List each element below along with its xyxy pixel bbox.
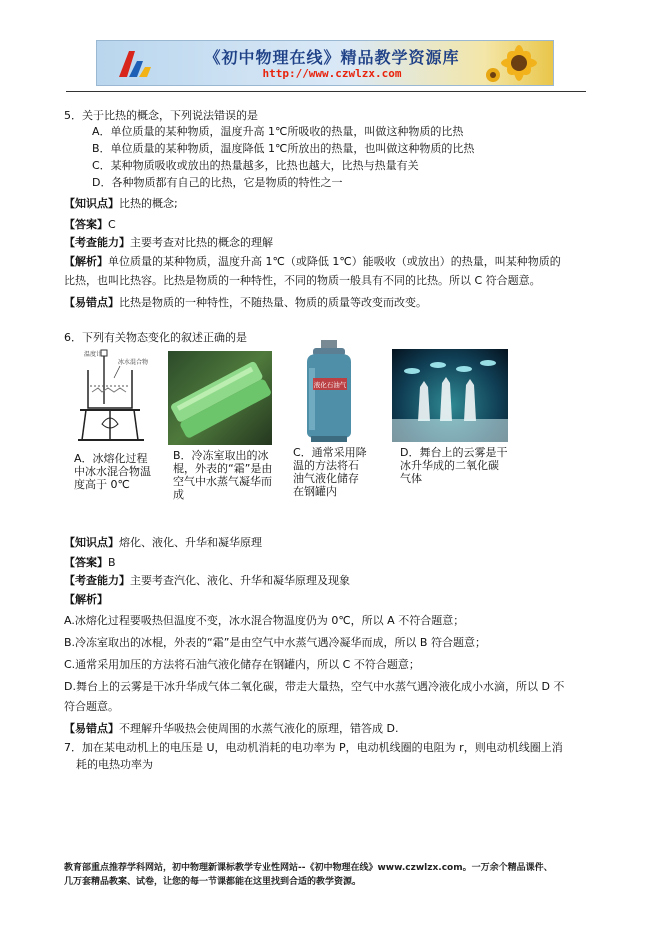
q6-mistake-text: 不理解升华吸热会使周围的水蒸气液化的原理，错答成 D. [119,722,399,735]
q6-answer-text: B [108,556,116,569]
q6-knowledge-label: 【知识点】 [64,536,119,549]
q5-knowledge-label: 【知识点】 [64,197,119,210]
q6-analysis-line-1: A.冰熔化过程要吸热但温度不变，冰水混合物温度仍为 0℃，所以 A 不符合题意； [64,614,465,627]
q6-analysis-line-3: C.通常采用加压的方法将石油气液化储存在钢罐内，所以 C 不符合题意； [64,658,420,671]
q6-caption-b: B．冷冻室取出的冰棍，外表的“霜”是由空气中水蒸气凝华而成 [173,449,273,501]
q5-knowledge-text: 比热的概念; [119,197,178,210]
q5-answer-label: 【答案】 [64,218,108,231]
figure-c-gas-tank-icon [299,338,359,444]
figure-a-label-thermometer: 温度计 [84,351,103,358]
banner-url[interactable]: http://www.czwlzx.com [262,67,402,80]
footer-line-1: 教育部重点推荐学科网站，初中物理新课标教学专业性网站--《初中物理在线》www.czwlzx.com。一万余个精品课件、 [64,863,553,873]
q6-analysis-label: 【解析】 [64,593,108,606]
q5-stem: 5．关于比热的概念，下列说法错误的是 [64,109,258,122]
q5-option-a: A．单位质量的某种物质，温度升高 1℃所吸收的热量，叫做这种物质的比热 [92,125,464,138]
q6-knowledge [64,535,262,550]
figure-d-stage-photo [392,349,508,442]
q6-answer [64,555,116,570]
q5-option-b: B．单位质量的某种物质，温度降低 1℃所放出的热量，也叫做这种物质的比热 [92,142,475,155]
q6-caption-a: A．冰熔化过程中冰水混合物温度高于 0℃ [74,452,151,491]
q6-knowledge-text: 熔化、液化、升华和凝华原理 [119,536,262,549]
q6-analysis-heading [64,592,108,607]
site-logo-icon [115,47,155,81]
gas-tank-label: 液化石油气 [313,381,347,389]
q5-ability-label: 【考查能力】 [64,236,130,249]
figure-a-label-mixture: 冰水混合物 [118,359,149,366]
figure-b-ice-pop-photo [168,351,272,445]
q5-analysis-text-2: 比热，也叫比热容。比热是物质的一种特性，不同的物质一般具有不同的比热。所以 C 符合题意。 [64,274,541,287]
stage-dancers-icon [392,349,508,442]
ice-pop-icon [168,351,272,445]
page-footer [64,861,594,889]
q5-knowledge [64,196,178,211]
q7-stem-1: 7．加在某电动机上的电压是 U，电动机消耗的电功率为 P，电动机线圈的电阻为 r，则电动机线圈上消 [64,741,563,754]
q5-mistake [64,295,427,310]
q6-ability-text: 主要考查汽化、液化、升华和凝华原理及现象 [130,574,350,587]
q6-mistake-label: 【易错点】 [64,722,119,735]
q5-analysis-label: 【解析】 [64,255,108,268]
banner-title: 《初中物理在线》精品教学资源库 [204,48,460,67]
q6-analysis-line-5: 符合题意。 [64,700,119,713]
q5-analysis-text-1: 单位质量的某种物质，温度升高 1℃（或降低 1℃）能吸收（或放出）的热量，叫某种物质的 [108,255,561,268]
q6-caption-c: C．通常采用降温的方法将石油气液化储存在钢罐内 [293,446,367,498]
q6-caption-d: D．舞台上的云雾是干冰升华成的二氧化碳气体 [400,446,508,485]
q6-ability [64,573,350,588]
q5-option-d: D．各种物质都有自己的比热，它是物质的特性之一 [92,176,343,189]
q5-mistake-label: 【易错点】 [64,296,119,309]
q5-option-c: C．某种物质吸收或放出的热量越多，比热也越大，比热与热量有关 [92,159,419,172]
q5-ability [64,235,273,250]
header-banner [96,40,554,86]
q6-analysis-line-4: D.舞台上的云雾是干冰升华成气体二氧化碳，带走大量热，空气中水蒸气遇冷液化成小水滴，所以 D 不 [64,680,565,693]
q6-ability-label: 【考查能力】 [64,574,130,587]
q6-mistake [64,721,398,736]
q5-answer [64,217,116,232]
q5-ability-text: 主要考查对比热的概念的理解 [130,236,273,249]
q6-stem: 6．下列有关物态变化的叙述正确的是 [64,331,247,344]
q5-mistake-text: 比热是物质的一种特性，不随热量、物质的质量等改变而改变。 [119,296,427,309]
q7-stem-2: 耗的电热功率为 [76,758,153,771]
figure-a-beaker-icon [74,348,158,444]
q6-answer-label: 【答案】 [64,556,108,569]
footer-line-2: 几万套精品教案、试卷，让您的每一节课都能在这里找到合适的教学资源。 [64,877,362,887]
q6-analysis-line-2: B.冷冻室取出的冰棍，外表的“霜”是由空气中水蒸气遇冷凝华而成，所以 B 符合题意； [64,636,486,649]
q5-analysis [64,254,561,269]
q5-answer-text: C [108,218,116,231]
sunflower-icon [479,41,549,85]
header-rule [66,91,586,92]
